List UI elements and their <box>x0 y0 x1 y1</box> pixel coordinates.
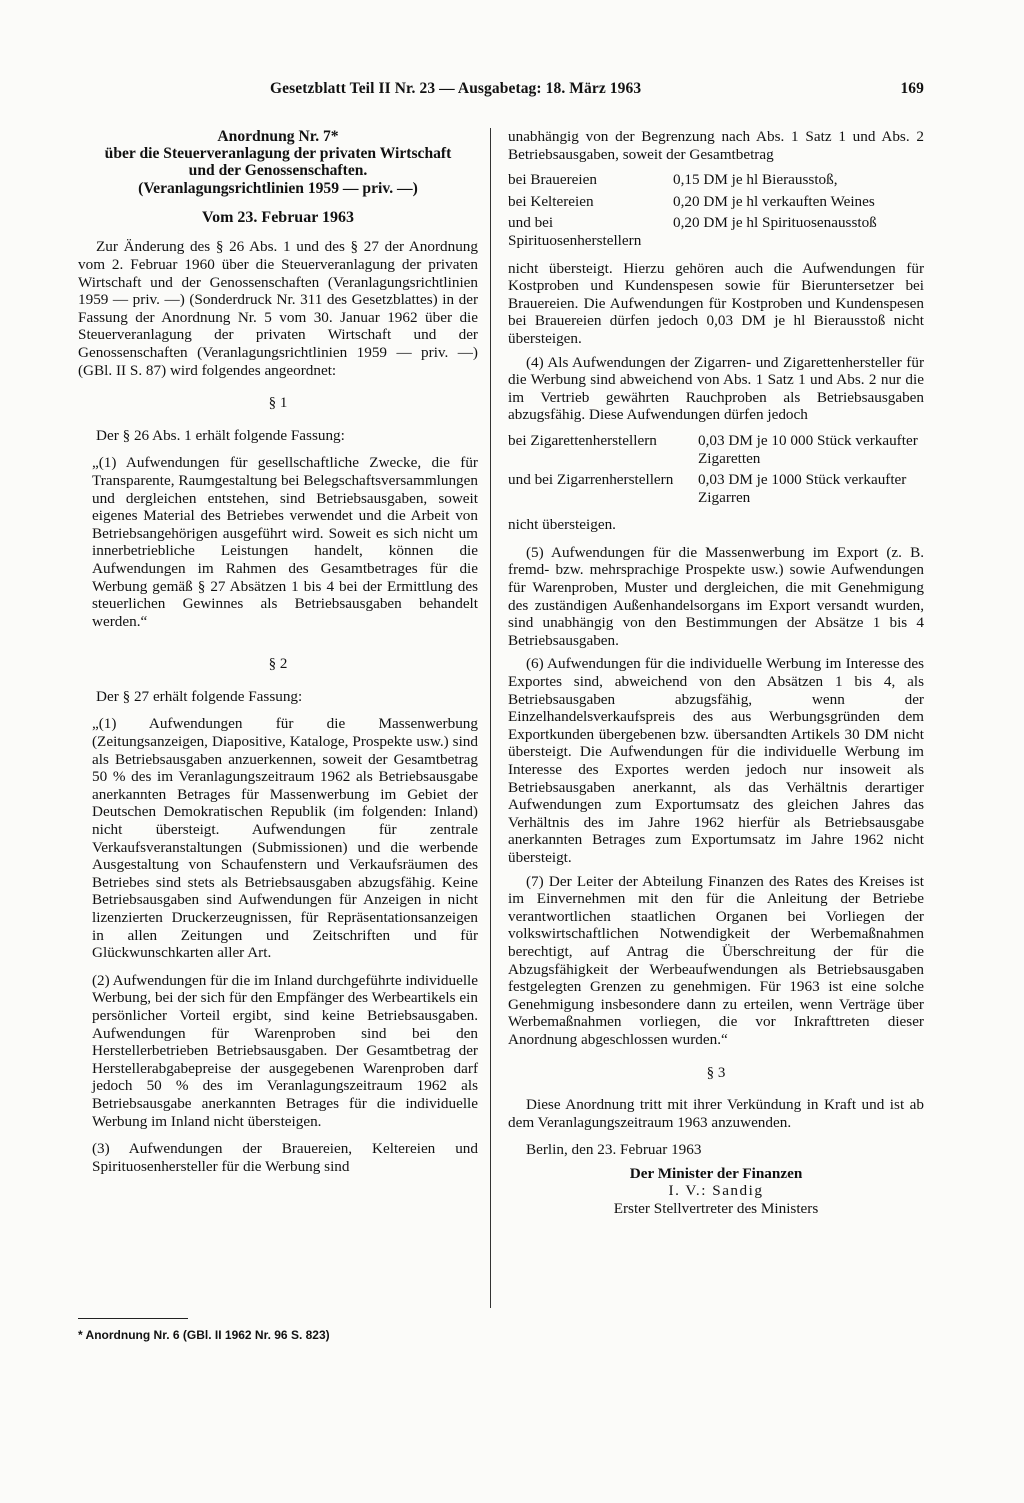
rate-value: 0,20 DM je hl verkauften Weines <box>673 192 875 210</box>
footnote-divider <box>78 1318 188 1319</box>
page-number: 169 <box>900 80 924 97</box>
section-1-heading: § 1 <box>268 395 288 412</box>
rates-2-followup: nicht übersteigen. <box>508 516 616 534</box>
title-line-4: (Veranlagungsrichtlinien 1959 — priv. —) <box>138 179 418 197</box>
paragraph-6: (6) Aufwendungen für die individuelle Werbung im Interesse des Exportes sind, abweichend von den Absätzen 1 bis 4, als Betriebsausgaben abzugsfähig, wenn der Einzelhandelsverkaufspreis des aus Werbungsgründen dem Exportkunden übergebenen bzw. übersandten Artikels 30 DM nicht übersteigt. Die Aufwendungen für die individuelle Werbung im Interesse des Exportes werden jedoch nur insoweit als Betriebsausgaben anerkannt, als das Verhältnis derartiger Aufwendungen zum Exportumsatz des gleichen Jahres das Verhältnis des im Jahre 1962 hierfür als Betriebsausgabe anerkannten Betrages zum Exportumsatz im Jahre 1962 nicht übersteigt. <box>508 655 924 866</box>
rates-table-tobacco <box>508 432 924 510</box>
section-1-lead: Der § 26 Abs. 1 erhält folgende Fassung: <box>96 426 345 444</box>
rate-row <box>508 471 924 510</box>
rate-label: bei Zigarettenherstellern <box>508 431 657 449</box>
section-2-paragraph-1: „(1) Aufwendungen für die Massenwerbung (Zeitungsanzeigen, Diapositive, Kataloge, Prospekte usw.) sind als Betriebsausgaben anzuerkennen, soweit der Gesamtbetrag 50 % des im Veranlagungszeitraum 1962 als Betriebsausgabe anerkannten Betrages für Massenwerbung im Gebiet der Deutschen Demokratischen Republik (im folgenden: Inland) nicht übersteigt. Aufwendungen für zentrale Verkaufsveranstaltungen (Submissionen) und die werbende Ausgestaltung von Schaufenstern und Verkaufsräumen des Betriebes sind stets als Betriebsausgaben abzugsfähig. Keine Betriebsausgaben sind Aufwendungen für Anzeigen in nicht lizenzierten Druckerzeugnissen, für Repräsentationsanzeigen in allen Zeitungen und Zeitschriften und für Glückwunschkarten aller Art. <box>92 715 478 962</box>
running-head <box>270 80 924 98</box>
section-2-heading: § 2 <box>268 656 288 673</box>
rates-table-beverages <box>508 171 924 253</box>
rates-1-followup: nicht übersteigt. Hierzu gehören auch die Aufwendungen für Kostproben und Kundenspesen sowie für Bieruntersetzer bei Brauereien. Die Aufwendungen für Kostproben und Kundenspesen bei Brauereien dürfen jedoch 0,03 DM je hl Bierausstoß nicht übersteigen. <box>508 259 924 347</box>
paragraph-4: (4) Als Aufwendungen der Zigarren- und Zigarettenhersteller für die Werbung sind abweichend von Abs. 1 Satz 1 und Abs. 2 nur die im Vertrieb gewährten Rauchproben als Betriebsausgaben abzugsfähig. Diese Aufwendungen dürfen jedoch <box>508 353 924 424</box>
right-column <box>508 128 924 1218</box>
rate-value: 0,15 DM je hl Bierausstoß, <box>673 171 838 189</box>
column-divider <box>490 128 491 1308</box>
rate-label: bei Keltereien <box>508 192 594 210</box>
section-3-text: Diese Anordnung tritt mit ihrer Verkündung in Kraft und ist ab dem Veranlagungszeitraum 1963 anzuwenden. <box>508 1096 924 1131</box>
continuation-text: unabhängig von der Begrenzung nach Abs. 1 Satz 1 und Abs. 2 Betriebsausgaben, soweit der Gesamtbetrag <box>508 128 924 163</box>
rate-row <box>508 214 924 253</box>
paragraph-5: (5) Aufwendungen für die Massenwerbung im Export (z. B. fremd- bzw. mehrsprachige Prospekte usw.) sowie Aufwendungen für Warenproben, Muster und dergleichen, die mit Genehmigung des zuständigen Außenhandelsorgans im Export versandt wurden, sind unabhängig von den Bestimmungen der Absätze 1 bis 4 Betriebsausgaben. <box>508 543 924 649</box>
rate-row <box>508 171 924 193</box>
left-column <box>78 128 478 1175</box>
section-2-paragraph-3: (3) Aufwendungen der Brauereien, Keltereien und Spirituosenhersteller für die Werbung sind <box>92 1140 478 1175</box>
rate-value: 0,03 DM je 10 000 Stück verkaufter Zigaretten <box>698 431 918 467</box>
title-line-3: und der Genossenschaften. <box>188 162 368 180</box>
signature-role: Erster Stellvertreter des Ministers <box>613 1200 819 1218</box>
rate-value: 0,03 DM je 1000 Stück verkaufter Zigarren <box>698 471 907 506</box>
rate-value: 0,20 DM je hl Spirituosenausstoß <box>673 214 877 232</box>
footnote: * Anordnung Nr. 6 (GBl. II 1962 Nr. 96 S. 823) <box>78 1328 330 1342</box>
title-line-2: über die Steuerveranlagung der privaten Wirtschaft <box>104 145 452 163</box>
rate-row <box>508 432 924 471</box>
section-2-lead: Der § 27 erhält folgende Fassung: <box>96 687 303 705</box>
rate-row <box>508 193 924 215</box>
section-2-paragraph-2: (2) Aufwendungen für die im Inland durchgeführte individuelle Werbung, bei der sich für den Empfänger des Werbeartikels ein persönlicher Vorteil ergibt, sind keine Betriebsausgaben. Aufwendungen für Warenproben sind bei den Herstellerbetrieben Betriebsausgaben. Der Gesamtbetrag der Herstellerabgabepreise der ausgegebenen Warenproben darf jedoch 50 % des im Veranlagungszeitraum 1962 als Betriebsausgabe anerkannten Betrages für die individuelle Werbung im Inland nicht übersteigen. <box>92 971 478 1130</box>
paragraph-7: (7) Der Leiter der Abteilung Finanzen des Rates des Kreises ist im Einvernehmen mit den für die Anleitung der Betriebe verantwortlichen staatlichen Organen bei Vorliegen der volkswirtschaftlichen Notwendigkeit der Werbemaßnahmen berechtigt, auf Antrag die Überschreitung der für die Abzugsfähigkeit der Werbeaufwendungen als Betriebsausgaben festgelegten Grenzen zu genehmigen. Für 1963 ist eine solche Genehmigung insbesondere dann zu erteilen, wenn Verträge über Werbemaßnahmen vorliegen, die vor Inkrafttreten dieser Anordnung abgeschlossen wurden.“ <box>508 872 924 1048</box>
rate-label: bei Brauereien <box>508 171 597 189</box>
rate-label: und bei Zigarrenherstellern <box>508 471 674 489</box>
signature-name: I. V.: Sandig <box>668 1182 764 1200</box>
section-3-heading: § 3 <box>706 1064 726 1081</box>
signature-org: Der Minister der Finanzen <box>629 1164 803 1182</box>
running-title: Gesetzblatt Teil II Nr. 23 — Ausgabetag: 18. März 1963 <box>270 80 642 97</box>
title-line-1: Anordnung Nr. 7* <box>217 128 339 145</box>
section-1-text: „(1) Aufwendungen für gesellschaftliche Zwecke, die für Transparente, Raumgestaltung bei Belegschaftsversammlungen und dergleichen entstehen, sind Betriebsausgaben, soweit eigenes Material des Betriebes verwendet und die Arbeit von Betriebsangehörigen ausgeführt wird. Soweit es sich nicht um innerbetriebliche Leistungen handelt, können die Aufwendungen im Rahmen des Gesamtbetrages für die Werbung gemäß § 27 Absätzen 1 bis 4 bei der Ermittlung des steuerlichen Gewinnes als Betriebsausgaben behandelt werden.“ <box>92 454 478 630</box>
rate-label: und bei Spirituosenherstellern <box>508 214 642 249</box>
intro-paragraph: Zur Änderung des § 26 Abs. 1 und des § 27 der Anordnung vom 2. Februar 1960 über die Steuerveranlagung der privaten Wirtschaft und der Genossenschaften (Veranlagungsrichtlinien 1959 — priv. —) (Sonderdruck Nr. 311 des Gesetzblattes) in der Fassung der Anordnung Nr. 5 vom 30. Januar 1962 über die Steuerveranlagung der privaten Wirtschaft und der Genossenschaften (Veranlagungsrichtlinien 1959 — priv. —) (GBl. II S. 87) wird folgendes angeordnet: <box>78 238 478 379</box>
place-date: Berlin, den 23. Februar 1963 <box>526 1141 702 1159</box>
document-date: Vom 23. Februar 1963 <box>202 208 354 226</box>
